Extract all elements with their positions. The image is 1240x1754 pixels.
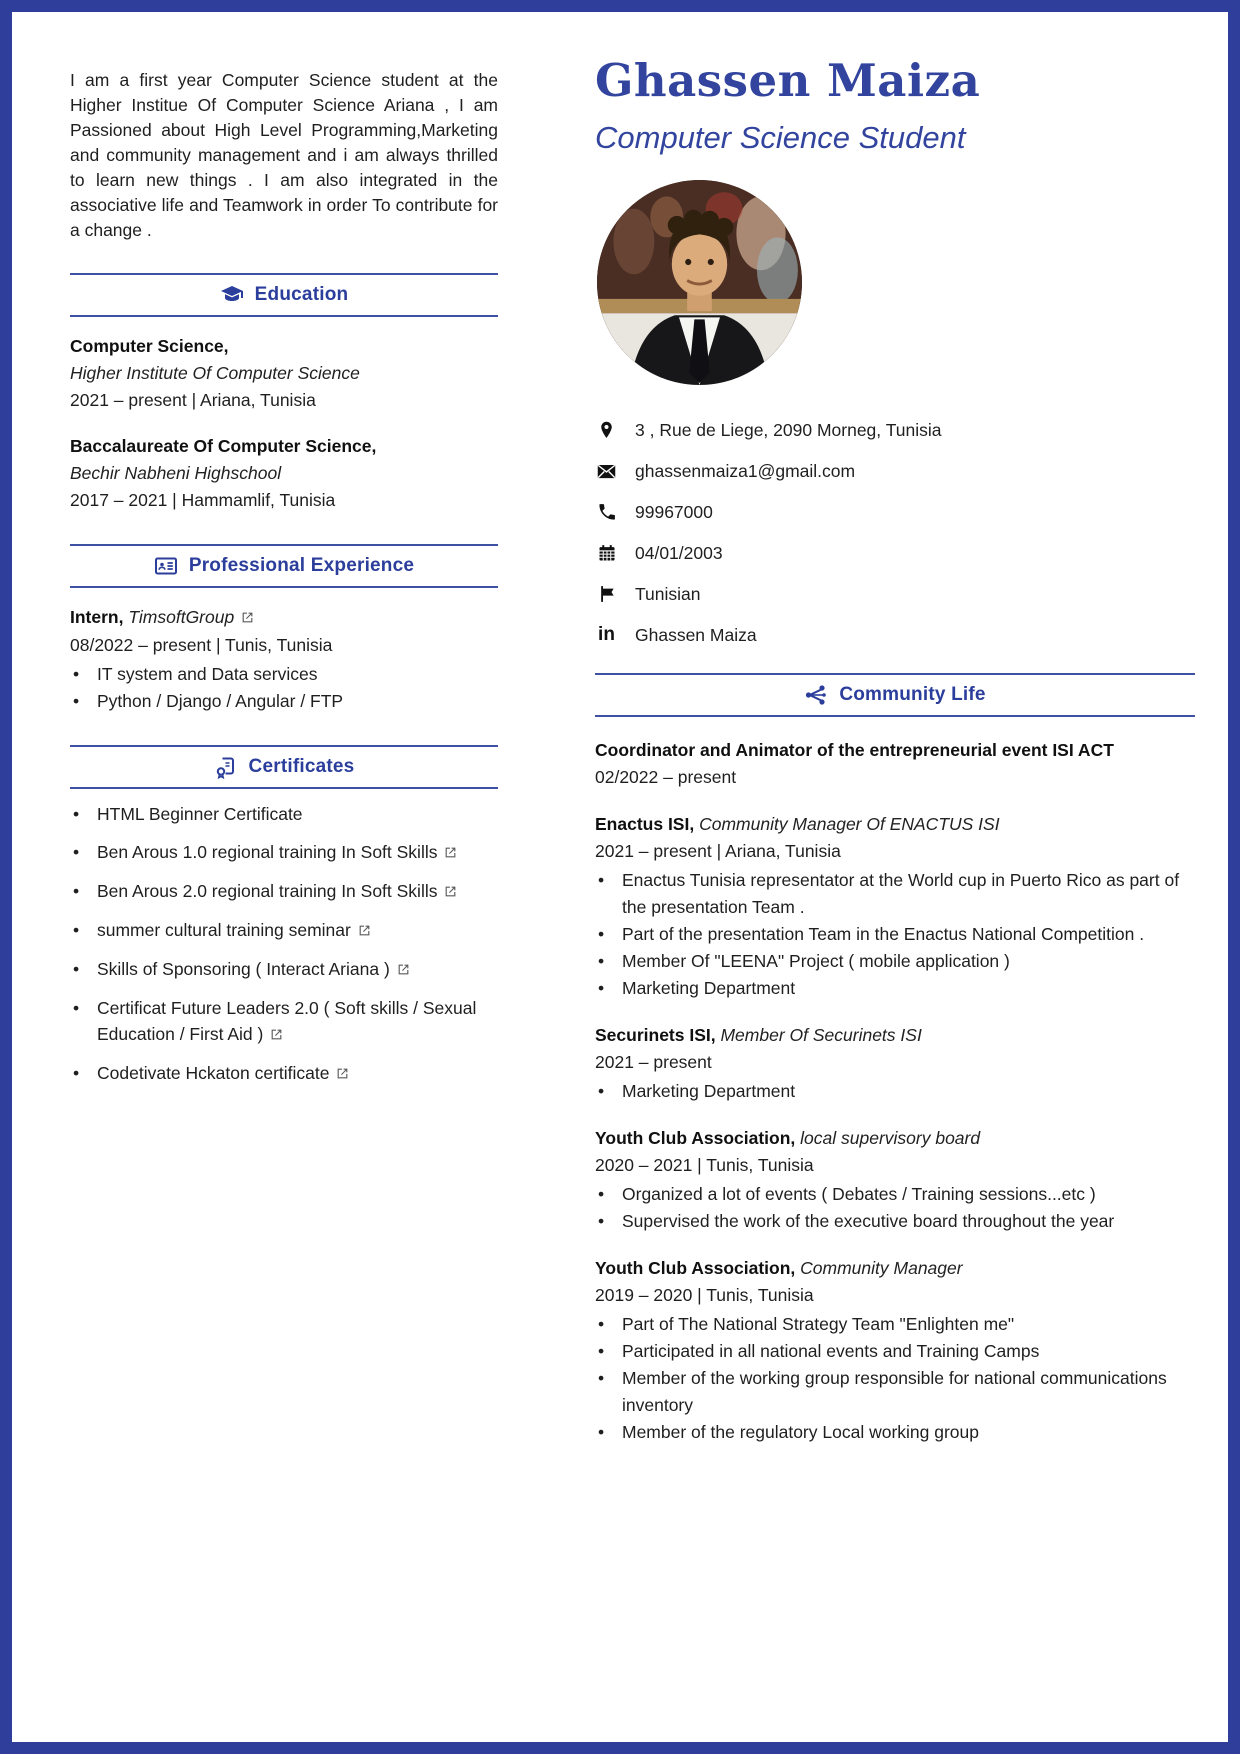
community-bullet-list — [595, 1311, 1195, 1446]
list-item: • Certificat Future Leaders 2.0 ( Soft skills / Sexual Education / First Aid ) — [70, 995, 498, 1048]
external-link-icon[interactable] — [241, 605, 254, 632]
bullet-dot: • — [598, 869, 605, 890]
external-link-icon[interactable] — [358, 918, 371, 944]
external-link-icon[interactable] — [444, 840, 457, 866]
entry-dates-location: 2021 – present | Ariana, Tunisia — [595, 840, 841, 861]
contact-linkedin-row[interactable] — [595, 624, 1195, 647]
graduation-cap-icon — [220, 283, 244, 307]
portrait-photo-placeholder — [597, 180, 802, 385]
organization-name: Securinets ISI, — [595, 1024, 716, 1045]
list-item: • Organized a lot of events ( Debates / Training sessions...etc ) — [595, 1181, 1195, 1208]
avatar — [597, 180, 802, 385]
bullet-dot: • — [598, 923, 605, 944]
bullet-dot: • — [598, 977, 605, 998]
external-link-icon[interactable] — [336, 1061, 349, 1087]
job-subtitle: Computer Science Student — [595, 119, 966, 155]
id-card-icon — [154, 554, 178, 578]
list-item: • Codetivate Hckaton certificate — [70, 1060, 498, 1087]
bullet-dot: • — [598, 950, 605, 971]
contact-block — [595, 419, 1195, 647]
list-item: • Member of the working group responsible for national communications inventory — [595, 1365, 1195, 1419]
bullet-dot: • — [73, 998, 80, 1018]
bullet-dot: • — [598, 1080, 605, 1101]
right-column — [595, 56, 1195, 1446]
bullet-dot: • — [73, 1063, 80, 1083]
experience-section — [70, 544, 498, 715]
bullet-dot: • — [598, 1183, 605, 1204]
organization-name: Enactus ISI, — [595, 813, 695, 834]
list-item: • Part of The National Strategy Team "Enlighten me" — [595, 1311, 1195, 1338]
bullet-dot: • — [598, 1421, 605, 1442]
list-item: • IT system and Data services — [70, 661, 498, 688]
community-entry — [595, 811, 1195, 1002]
education-entry — [70, 333, 498, 414]
community-section-title: Community Life — [839, 683, 986, 705]
certificates-section-title: Certificates — [248, 756, 355, 777]
envelope-icon — [595, 460, 618, 483]
calendar-icon — [595, 542, 618, 565]
bullet-dot: • — [73, 842, 80, 862]
experience-dates-location: 08/2022 – present | Tunis, Tunisia — [70, 635, 333, 655]
degree-name: Computer Science, — [70, 336, 229, 356]
bullet-dot: • — [73, 881, 80, 901]
list-item: • HTML Beginner Certificate — [70, 801, 498, 827]
position-title: Community Manager — [800, 1257, 963, 1278]
address-text: 3 , Rue de Liege, 2090 Morneg, Tunisia — [635, 419, 942, 440]
list-item: • Ben Arous 1.0 regional training In Soft Skills — [70, 839, 498, 866]
position-title: local supervisory board — [800, 1127, 981, 1148]
organization-name: Youth Club Association, — [595, 1257, 796, 1278]
bullet-dot: • — [73, 664, 80, 684]
entry-dates-location: 2019 – 2020 | Tunis, Tunisia — [595, 1284, 814, 1305]
contact-address-row — [595, 419, 1195, 442]
external-link-icon[interactable] — [444, 879, 457, 905]
list-item: • Supervised the work of the executive board throughout the year — [595, 1208, 1195, 1235]
list-item: • Python / Django / Angular / FTP — [70, 688, 498, 715]
list-item: • Participated in all national events and Training Camps — [595, 1338, 1195, 1365]
linkedin-icon: in — [598, 624, 615, 646]
education-dates-location: 2017 – 2021 | Hammamlif, Tunisia — [70, 490, 336, 510]
certificates-section — [70, 745, 498, 1087]
contact-email-row[interactable] — [595, 460, 1195, 483]
position-title: Member Of Securinets ISI — [720, 1024, 922, 1045]
email-text: ghassenmaiza1@gmail.com — [635, 460, 856, 481]
bullet-dot: • — [73, 691, 80, 711]
bullet-dot: • — [598, 1340, 605, 1361]
bullet-dot: • — [598, 1367, 605, 1388]
bullet-dot: • — [598, 1313, 605, 1334]
position-title: Community Manager Of ENACTUS ISI — [699, 813, 1000, 834]
contact-birthdate-row — [595, 542, 1195, 565]
summary-paragraph: I am a first year Computer Science student at the Higher Institue Of Computer Science Ariana , I am Passioned about High Level Programming,Marketing and community management and i am always thrilled to learn new things . I am also integrated in the associative life and Teamwork in order To contribute for a change . — [70, 70, 498, 240]
flag-icon — [595, 583, 618, 606]
external-link-icon[interactable] — [270, 1022, 283, 1048]
page-title: Ghassen Maiza — [595, 54, 981, 107]
education-section-title: Education — [254, 284, 349, 305]
nationality-text: Tunisian — [635, 583, 701, 604]
bullet-dot: • — [73, 804, 80, 824]
experience-section-title: Professional Experience — [188, 555, 415, 576]
school-name: Higher Institute Of Computer Science — [70, 363, 360, 383]
education-section — [70, 273, 498, 514]
community-entry — [595, 737, 1195, 791]
phone-text: 99967000 — [635, 501, 713, 522]
external-link-icon[interactable] — [397, 957, 410, 983]
location-pin-icon — [595, 419, 618, 442]
certificates-section-header — [70, 745, 498, 789]
community-entry — [595, 1125, 1195, 1235]
list-item: • Skills of Sponsoring ( Interact Ariana ) — [70, 956, 498, 983]
school-name: Bechir Nabheni Highschool — [70, 463, 282, 483]
list-item: • Enactus Tunisia representator at the World cup in Puerto Rico as part of the presentation Team . — [595, 867, 1195, 921]
education-entry — [70, 433, 498, 514]
birthdate-text: 04/01/2003 — [635, 542, 723, 563]
network-icon — [804, 683, 828, 707]
organization-name: Youth Club Association, — [595, 1127, 796, 1148]
list-item: • Member of the regulatory Local working group — [595, 1419, 1195, 1446]
position-title: Coordinator and Animator of the entrepreneurial event ISI ACT — [595, 739, 1114, 760]
certificates-list — [70, 801, 498, 1087]
community-entry — [595, 1022, 1195, 1105]
community-bullet-list — [595, 1078, 1195, 1105]
left-column — [70, 68, 498, 1087]
contact-nationality-row — [595, 583, 1195, 606]
education-dates-location: 2021 – present | Ariana, Tunisia — [70, 390, 316, 410]
bullet-dot: • — [598, 1210, 605, 1231]
list-item: • Marketing Department — [595, 1078, 1195, 1105]
linkedin-text: Ghassen Maiza — [635, 624, 757, 645]
list-item: • Part of the presentation Team in the Enactus National Competition . — [595, 921, 1195, 948]
list-item: • Member Of "LEENA" Project ( mobile application ) — [595, 948, 1195, 975]
bullet-dot: • — [73, 920, 80, 940]
experience-bullet-list — [70, 661, 498, 715]
education-section-header — [70, 273, 498, 317]
experience-entry — [70, 604, 498, 715]
certificate-icon — [214, 755, 238, 779]
bullet-dot: • — [73, 959, 80, 979]
community-section-header — [595, 673, 1195, 717]
list-item: • Marketing Department — [595, 975, 1195, 1002]
community-entry — [595, 1255, 1195, 1446]
list-item: • Ben Arous 2.0 regional training In Soft Skills — [70, 878, 498, 905]
list-item: • summer cultural training seminar — [70, 917, 498, 944]
phone-icon — [595, 501, 618, 524]
community-bullet-list — [595, 1181, 1195, 1235]
degree-name: Baccalaureate Of Computer Science, — [70, 436, 377, 456]
job-title: Intern, — [70, 607, 124, 627]
community-bullet-list — [595, 867, 1195, 1002]
experience-section-header — [70, 544, 498, 588]
entry-dates: 2021 – present — [595, 1051, 712, 1072]
entry-dates-location: 2020 – 2021 | Tunis, Tunisia — [595, 1154, 814, 1175]
company-name: TimsoftGroup — [128, 607, 235, 627]
contact-phone-row — [595, 501, 1195, 524]
community-section — [595, 673, 1195, 1446]
entry-dates: 02/2022 – present — [595, 766, 737, 787]
